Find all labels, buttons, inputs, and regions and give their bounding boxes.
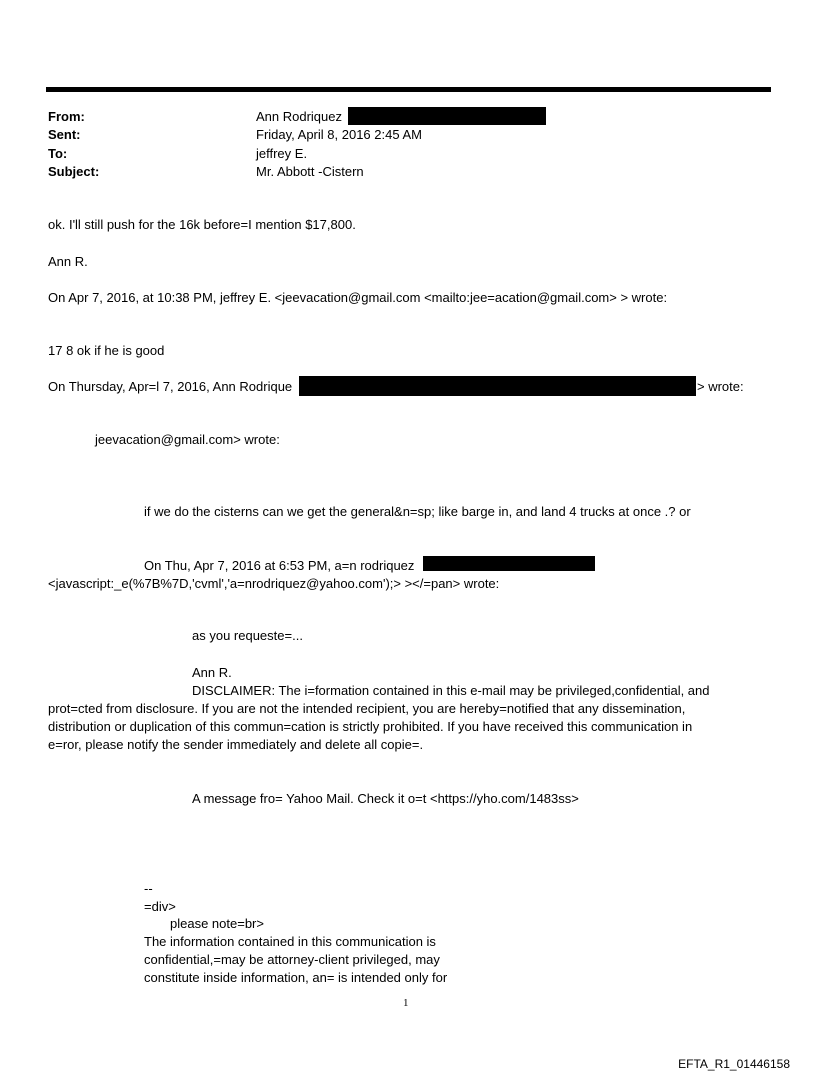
quoted-line: --: [144, 881, 153, 896]
sent-value: Friday, April 8, 2016 2:45 AM: [256, 127, 422, 142]
quoted-line: confidential,=may be attorney-client privileged, may: [144, 952, 440, 967]
from-label: From:: [48, 109, 85, 124]
signature-line: Ann R.: [48, 254, 88, 269]
quoted-line: A message fro= Yahoo Mail. Check it o=t <https://yho.com/1483ss>: [192, 791, 579, 806]
to-value: jeffrey E.: [256, 146, 308, 161]
quote-header-line: > wrote:: [697, 379, 744, 394]
from-value: Ann Rodriquez: [256, 109, 342, 124]
quote-header-line: On Apr 7, 2016, at 10:38 PM, jeffrey E. <jeevacation@gmail.com <mailto:jee=acation@gmail.com> > wrote:: [48, 290, 668, 305]
quoted-line: please note=br>: [170, 916, 264, 931]
signature-line: Ann R.: [192, 665, 232, 680]
quoted-line: if we do the cisterns can we get the general&n=sp; like barge in, and land 4 trucks at once .? or: [144, 504, 691, 519]
disclaimer-line: e=ror, please notify the sender immediately and delete all copie=.: [48, 737, 424, 752]
header-rule: [46, 87, 771, 92]
quoted-line: <javascript:_e(%7B%7D,'cvml','a=nrodriquez@yahoo.com');> ></=pan> wrote:: [48, 576, 500, 591]
redaction-bar: [299, 376, 696, 396]
quoted-line: =div>: [144, 899, 176, 914]
quoted-line: constitute inside information, an= is intended only for: [144, 970, 448, 985]
redaction-bar: [423, 556, 595, 571]
body-line: ok. I'll still push for the 16k before=I mention $17,800.: [48, 217, 356, 232]
quote-header-line: On Thursday, Apr=l 7, 2016, Ann Rodrique: [48, 379, 293, 394]
document-id: EFTA_R1_01446158: [678, 1057, 790, 1071]
subject-value: Mr. Abbott -Cistern: [256, 164, 364, 179]
sent-label: Sent:: [48, 127, 81, 142]
page-number: 1: [403, 997, 409, 1009]
body-line: 17 8 ok if he is good: [48, 343, 165, 358]
to-label: To:: [48, 146, 68, 161]
quoted-line: as you requeste=...: [192, 628, 303, 643]
subject-label: Subject:: [48, 164, 100, 179]
quote-header-line: On Thu, Apr 7, 2016 at 6:53 PM, a=n rodriquez: [144, 558, 415, 573]
quoted-line: The information contained in this communication is: [144, 934, 436, 949]
disclaimer-line: prot=cted from disclosure. If you are not the intended recipient, you are hereby=notified that any dissemination,: [48, 701, 686, 716]
disclaimer-line: distribution or duplication of this commun=cation is strictly prohibited. If you have received this communication in: [48, 719, 693, 734]
disclaimer-line: DISCLAIMER: The i=formation contained in this e-mail may be privileged,confidential, and: [192, 683, 710, 698]
quoted-line: jeevacation@gmail.com> wrote:: [95, 432, 280, 447]
redaction-bar: [348, 107, 546, 125]
